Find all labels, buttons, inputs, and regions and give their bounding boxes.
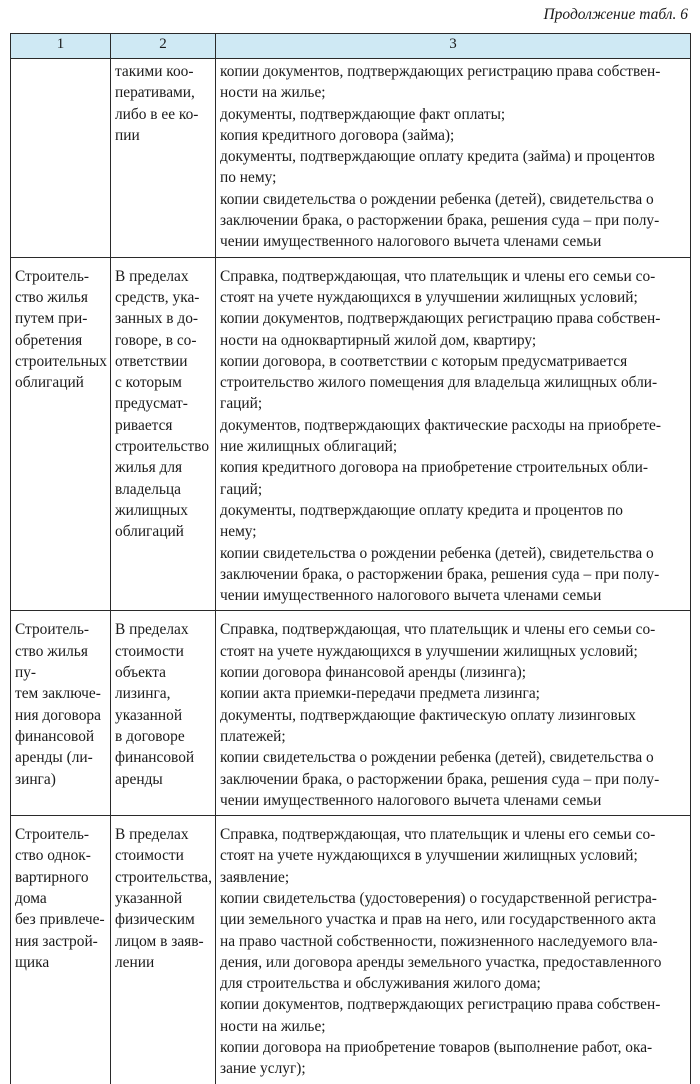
text-line: строительство жилого помещения для владельца жилищных обли- xyxy=(220,374,658,392)
text-line: копия кредитного договора на приобретение строительных обли- xyxy=(220,459,648,477)
text-line: Справка, подтверждающая, что плательщик и члены его семьи со- xyxy=(220,621,656,639)
text-line: копии свидетельства о рождении ребенка (детей), свидетельства о xyxy=(220,544,654,562)
text-line: говоре, в со- xyxy=(115,331,197,349)
text-line: дома xyxy=(15,889,47,907)
text-line: Справка, подтверждающая, что плательщик и члены его семьи со- xyxy=(220,267,656,285)
text-line: Справка, подтверждающая, что плательщик и члены его семьи со- xyxy=(220,826,656,844)
text-line: стоят на учете нуждающихся в улучшении жилищных условий; xyxy=(220,288,638,306)
text-line: Строитель- xyxy=(15,826,89,844)
table-row xyxy=(11,611,691,816)
text-line: дения, или договора аренды земельного участка, предоставленного xyxy=(220,953,662,971)
documents-cell xyxy=(216,257,691,611)
text-line: строительство xyxy=(115,438,210,456)
text-line: строительных xyxy=(15,352,107,370)
requirements-table xyxy=(10,33,691,1084)
text-line: ности на одноквартирный жилой дом, квартиру; xyxy=(220,331,537,349)
header-row xyxy=(11,34,691,59)
text-line: копии договора на приобретение товаров (выполнение работ, ока- xyxy=(220,1039,653,1057)
text-line: обретения xyxy=(15,331,83,349)
text-line: документы, подтверждающие оплату кредита и процентов по xyxy=(220,501,624,519)
text-line: документы, подтверждающие оплату кредита (займа) и процентов xyxy=(220,148,655,166)
text-line: финансовой xyxy=(115,749,195,767)
column-header-3: 3 xyxy=(216,34,691,59)
text-line: документы, подтверждающие факт оплаты; xyxy=(220,105,506,123)
limit-cell xyxy=(111,257,216,611)
table-row xyxy=(11,816,691,1084)
text-line: владельца xyxy=(115,480,182,498)
text-line: чении имущественного налогового вычета членами семьи xyxy=(220,791,602,809)
text-line: перативами, xyxy=(115,84,195,102)
text-line: жилья для xyxy=(115,459,183,477)
text-line: лизинга, xyxy=(115,685,171,703)
text-line: путем при- xyxy=(15,310,88,328)
text-line: стоимости xyxy=(115,847,184,865)
text-line: копии свидетельства (удостоверения) о государственной регистра- xyxy=(220,889,657,907)
text-line: предусмат- xyxy=(115,395,188,413)
text-line: без привлече- xyxy=(15,911,105,929)
text-line: объекта xyxy=(115,664,166,682)
documents-cell xyxy=(216,816,691,1084)
text-line: пии xyxy=(115,126,140,144)
documents-cell xyxy=(216,59,691,258)
text-line: Строитель- xyxy=(15,267,89,285)
table-row xyxy=(11,257,691,611)
text-line: финансовой xyxy=(15,727,95,745)
text-line: копии документов, подтверждающих регистрацию права собствен- xyxy=(220,996,661,1014)
text-line: строительства, xyxy=(115,868,212,886)
text-line: копии документов, подтверждающих регистрацию права собствен- xyxy=(220,310,661,328)
limit-cell xyxy=(111,816,216,1084)
text-line: заявление; xyxy=(220,868,290,886)
text-line: лицом в заяв- xyxy=(115,932,204,950)
text-line: ния договора xyxy=(15,706,101,724)
text-line: В пределах xyxy=(115,267,189,285)
text-line: по нему; xyxy=(220,169,277,187)
text-line: нему; xyxy=(220,523,257,541)
text-line: щика xyxy=(15,953,50,971)
text-line: заключении брака, о расторжении брака, решения суда – при полу- xyxy=(220,212,660,230)
text-line: ции земельного участка и прав на него, или государственного акта xyxy=(220,911,656,929)
text-line: заключении брака, о расторжении брака, решения суда – при полу- xyxy=(220,770,660,788)
text-line: зание услуг); xyxy=(220,1060,306,1078)
text-line: В пределах xyxy=(115,826,189,844)
text-line: с которым xyxy=(115,374,182,392)
text-line: физическим xyxy=(115,911,195,929)
table-row xyxy=(11,59,691,258)
text-line: заключении брака, о расторжении брака, решения суда – при полу- xyxy=(220,565,660,583)
text-line: ство жилья пу- xyxy=(15,642,88,682)
text-line: на право частной собственности, пожизненного наследуемого вла- xyxy=(220,932,658,950)
text-line: указанной xyxy=(115,706,183,724)
text-line: гаций; xyxy=(220,395,263,413)
text-line: чении имущественного налогового вычета членами семьи xyxy=(220,233,602,251)
text-line: копии акта приемки-передачи предмета лизинга; xyxy=(220,685,540,703)
column-header-2: 2 xyxy=(111,34,216,59)
text-line: в договоре xyxy=(115,727,185,745)
text-line: чении имущественного налогового вычета членами семьи xyxy=(220,587,602,605)
text-line: ния застрой- xyxy=(15,932,98,950)
text-line: занных в до- xyxy=(115,310,199,328)
text-line: ности на жилье; xyxy=(220,84,326,102)
text-line: копии свидетельства о рождении ребенка (детей), свидетельства о xyxy=(220,749,654,767)
text-line: документы, подтверждающие фактическую оплату лизинговых xyxy=(220,706,636,724)
text-line: документов, подтверждающих фактические расходы на приобрете- xyxy=(220,416,662,434)
table-caption: Продолжение табл. 6 xyxy=(543,6,688,23)
text-line: ние жилищных облигаций; xyxy=(220,438,398,456)
text-line: ство однок- xyxy=(15,847,91,865)
documents-cell xyxy=(216,611,691,816)
object-cell xyxy=(11,816,111,1084)
text-line: ривается xyxy=(115,416,173,434)
text-line: тем заключе- xyxy=(15,685,101,703)
text-line: копия кредитного договора (займа); xyxy=(220,126,455,144)
text-line: ответствии xyxy=(115,352,188,370)
text-line: облигаций xyxy=(115,523,184,541)
text-line: аренды (ли- xyxy=(15,749,93,767)
limit-cell xyxy=(111,611,216,816)
object-cell xyxy=(11,59,111,258)
object-cell xyxy=(11,257,111,611)
text-line: ство жилья xyxy=(15,288,88,306)
text-line: аренды xyxy=(115,770,163,788)
text-line: ности на жилье; xyxy=(220,1017,326,1035)
text-line: облигаций xyxy=(15,374,84,392)
text-line: копии документов, подтверждающих регистрацию права собствен- xyxy=(220,63,661,80)
text-line: вартирного xyxy=(15,868,89,886)
text-line: копии договора, в соответствии с которым предусматривается xyxy=(220,352,628,370)
text-line: указанной xyxy=(115,889,183,907)
text-line: Строитель- xyxy=(15,621,89,639)
text-line: стоят на учете нуждающихся в улучшении жилищных условий; xyxy=(220,642,638,660)
text-line: жилищных xyxy=(115,501,188,519)
text-line: средств, ука- xyxy=(115,288,200,306)
text-line: такими коо- xyxy=(115,63,194,80)
column-header-1: 1 xyxy=(11,34,111,59)
text-line: копии свидетельства о рождении ребенка (детей), свидетельства о xyxy=(220,190,654,208)
text-line: лении xyxy=(115,953,155,971)
text-line: копии договора финансовой аренды (лизинга); xyxy=(220,664,527,682)
text-line: зинга) xyxy=(15,770,56,788)
object-cell xyxy=(11,611,111,816)
text-line: платежей; xyxy=(220,727,286,745)
text-line: либо в ее ко- xyxy=(115,105,199,123)
text-line: гаций; xyxy=(220,480,263,498)
text-line: для строительства и обслуживания жилого дома; xyxy=(220,975,541,993)
text-line: стоят на учете нуждающихся в улучшении жилищных условий; xyxy=(220,847,638,865)
limit-cell xyxy=(111,59,216,258)
text-line: стоимости xyxy=(115,642,184,660)
text-line: В пределах xyxy=(115,621,189,639)
